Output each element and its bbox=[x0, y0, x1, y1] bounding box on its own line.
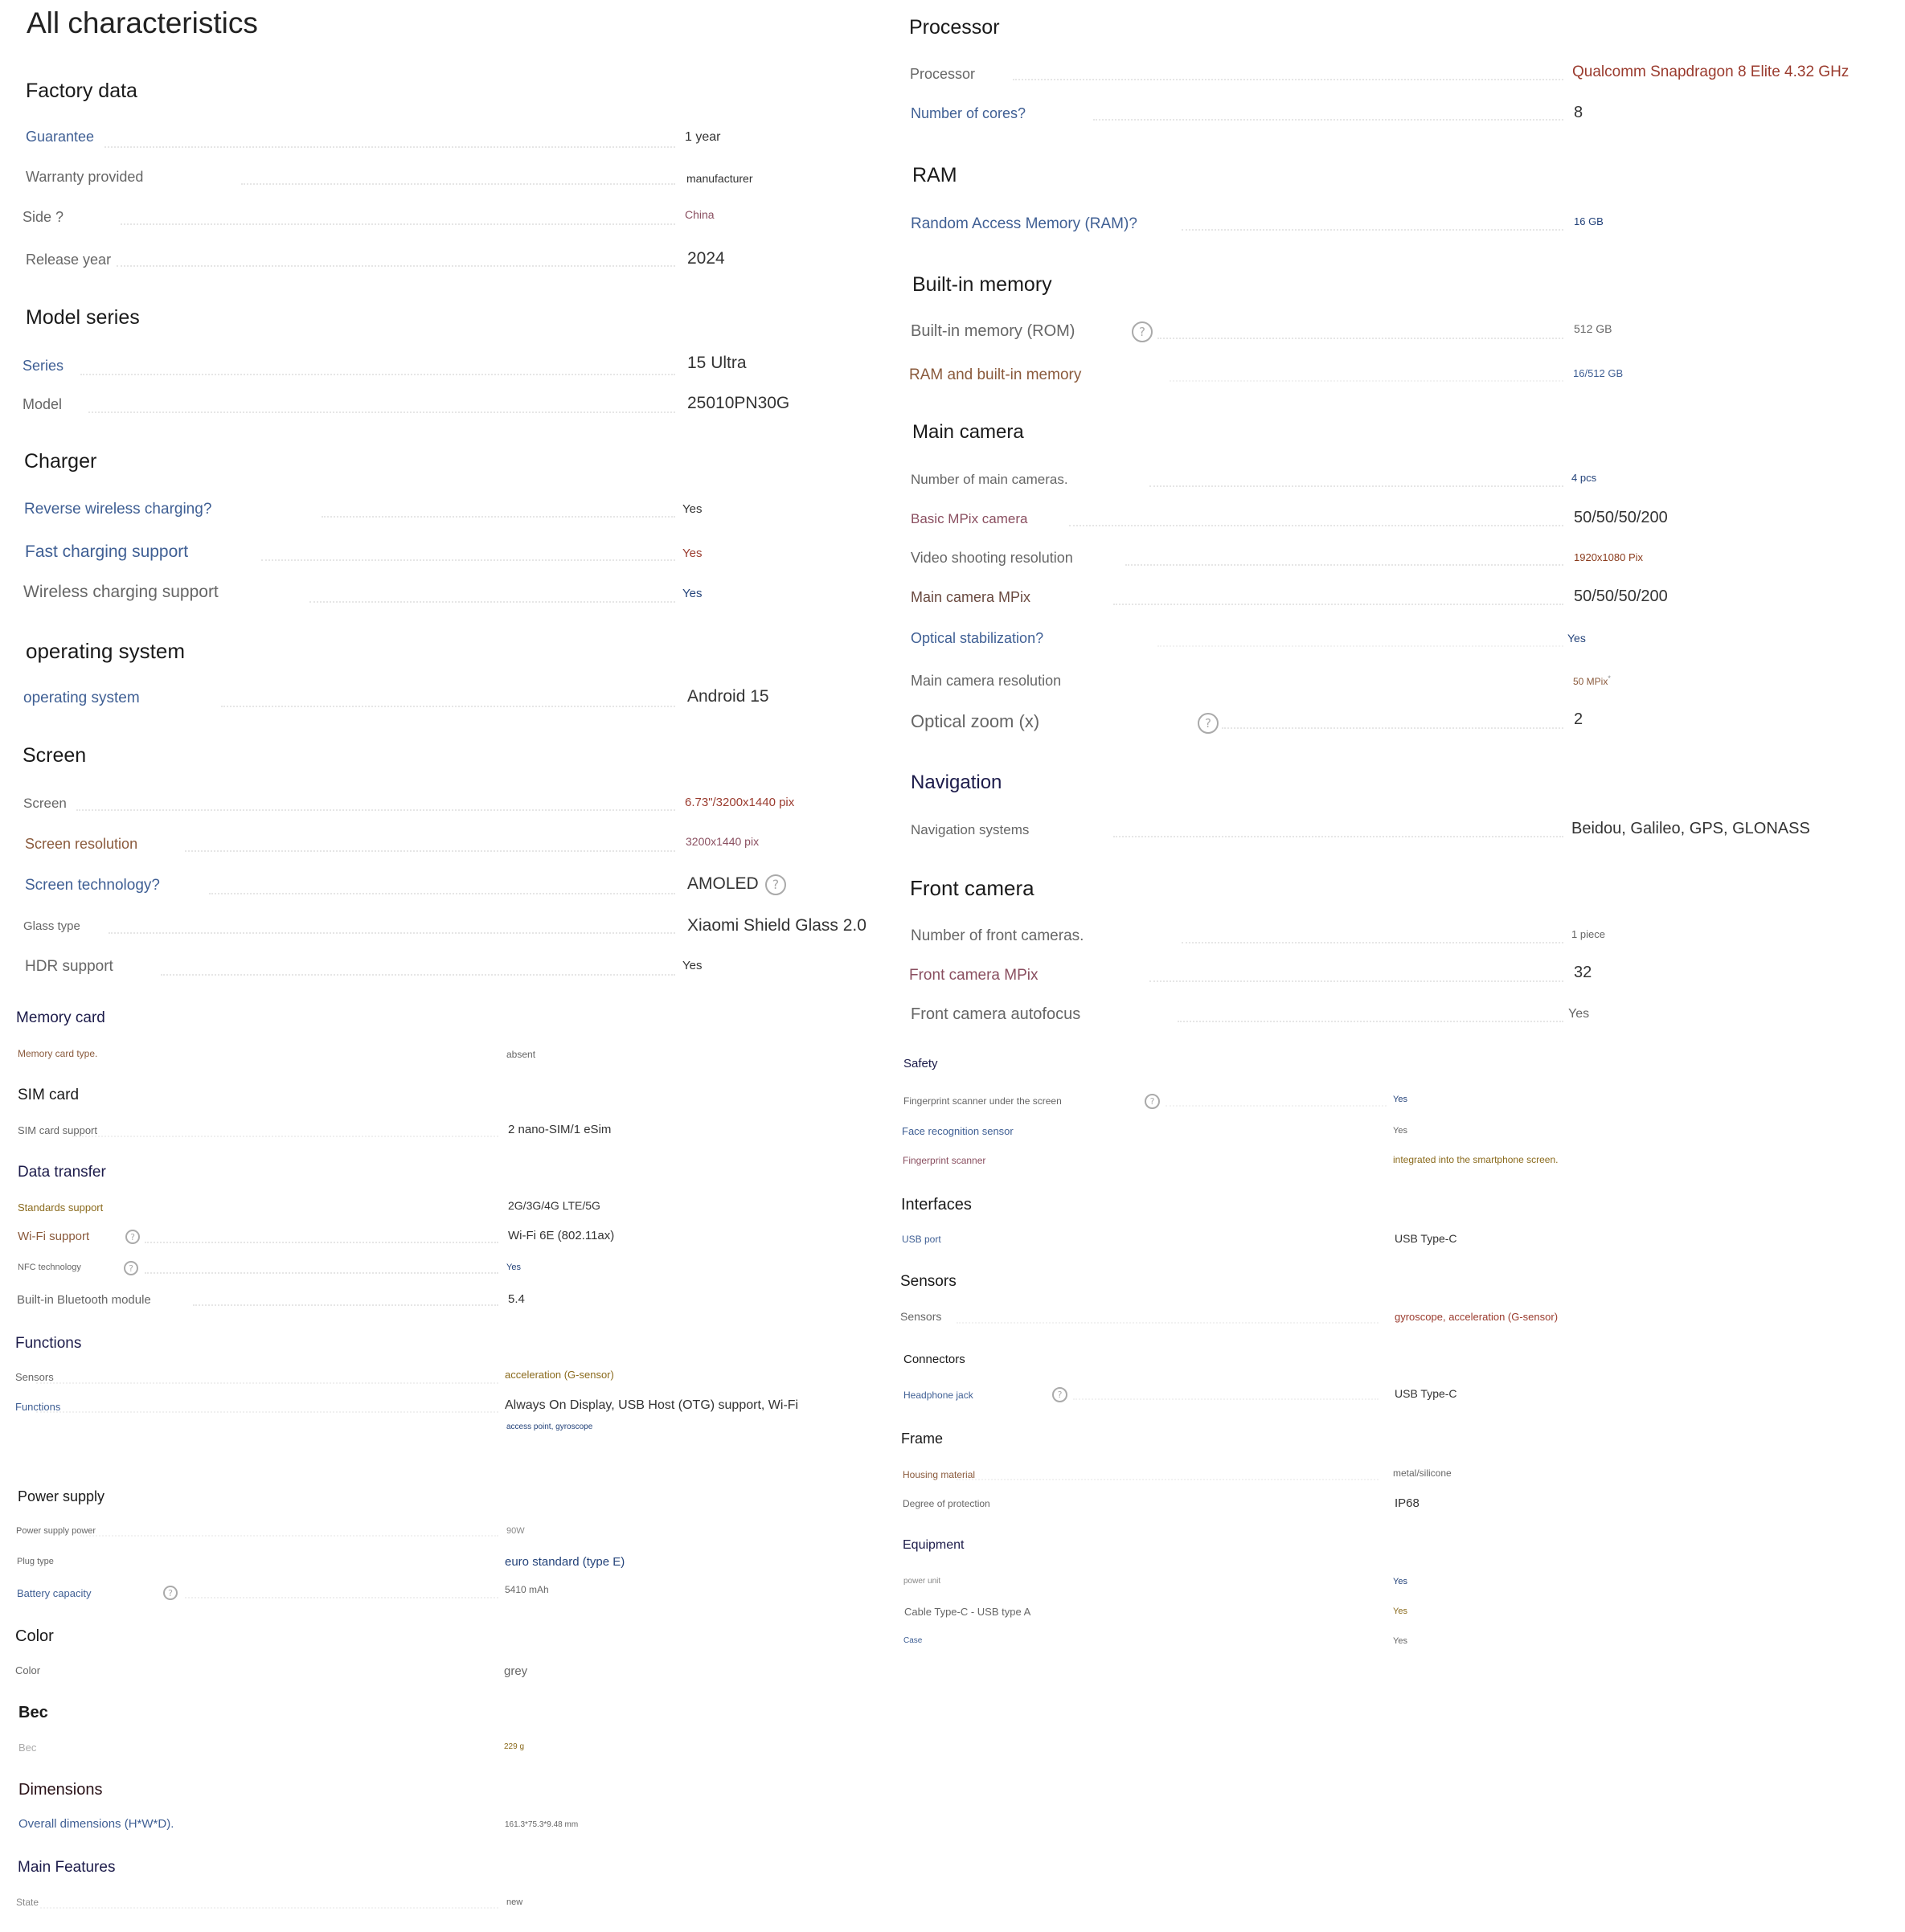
section-heading-main-features: Main Features bbox=[18, 1859, 116, 1876]
section-heading-color: Color bbox=[15, 1627, 54, 1645]
section-heading-sensors: Sensors bbox=[900, 1273, 957, 1290]
spec-label: RAM and built-in memory bbox=[909, 366, 1082, 383]
section-heading-connectors: Connectors bbox=[903, 1353, 965, 1366]
spec-label: Sensors bbox=[900, 1310, 942, 1323]
spec-label: Housing material bbox=[903, 1469, 976, 1480]
section-heading-power-supply: Power supply bbox=[18, 1488, 105, 1504]
spec-label[interactable]: operating system bbox=[23, 690, 140, 706]
section-heading-screen: Screen bbox=[23, 744, 87, 767]
spec-value: China bbox=[685, 208, 715, 221]
section-heading-interfaces: Interfaces bbox=[901, 1196, 972, 1214]
spec-value: Yes bbox=[1393, 1577, 1407, 1586]
spec-label: Model bbox=[23, 396, 63, 412]
section-heading-frame: Frame bbox=[901, 1431, 944, 1447]
leader-line bbox=[241, 183, 675, 185]
spec-value: 32 bbox=[1574, 964, 1592, 981]
leader-line bbox=[261, 559, 675, 561]
leader-line bbox=[80, 1535, 498, 1537]
spec-value: 1 piece bbox=[1571, 928, 1605, 940]
spec-label: Main camera resolution bbox=[911, 673, 1062, 689]
spec-label: Cable Type-C - USB type A bbox=[904, 1606, 1031, 1618]
section-heading-factory-data: Factory data bbox=[26, 80, 137, 102]
spec-label: USB port bbox=[902, 1234, 941, 1245]
help-icon[interactable]: ? bbox=[1198, 713, 1219, 734]
leader-line bbox=[72, 1136, 498, 1137]
spec-label[interactable]: Series bbox=[23, 358, 64, 374]
spec-label[interactable]: Number of cores? bbox=[911, 105, 1026, 121]
spec-value: 15 Ultra bbox=[687, 354, 747, 372]
leader-line bbox=[1170, 380, 1563, 382]
spec-value: Yes bbox=[1567, 632, 1586, 645]
section-heading-operating-system: operating system bbox=[26, 639, 185, 663]
help-icon[interactable]: ? bbox=[1052, 1387, 1067, 1402]
spec-label[interactable]: Screen technology? bbox=[25, 877, 160, 894]
section-heading-functions: Functions bbox=[15, 1335, 82, 1352]
leader-line bbox=[161, 974, 675, 976]
leader-line bbox=[88, 411, 675, 413]
spec-label[interactable]: Guarantee bbox=[26, 129, 95, 145]
spec-value: Wi-Fi 6E (802.11ax) bbox=[508, 1229, 615, 1242]
leader-line bbox=[40, 1907, 498, 1909]
leader-line bbox=[121, 223, 675, 225]
spec-value: USB Type-C bbox=[1395, 1387, 1457, 1400]
leader-line bbox=[185, 850, 675, 852]
spec-value: 50/50/50/200 bbox=[1574, 509, 1668, 526]
leader-line bbox=[1166, 1105, 1387, 1107]
spec-value: Yes bbox=[1393, 1636, 1407, 1646]
spec-label: Wireless charging support bbox=[23, 583, 219, 601]
spec-label: Overall dimensions (H*W*D). bbox=[18, 1817, 174, 1831]
spec-value: 4 pcs bbox=[1571, 472, 1597, 484]
spec-value: AMOLED bbox=[687, 874, 759, 893]
spec-value: 90W bbox=[506, 1526, 525, 1536]
spec-value: 2G/3G/4G LTE/5G bbox=[508, 1199, 600, 1212]
leader-line bbox=[1157, 645, 1563, 647]
section-heading-memory-card: Memory card bbox=[16, 1009, 105, 1026]
spec-label: Screen resolution bbox=[25, 836, 138, 852]
spec-value: Yes bbox=[682, 546, 703, 560]
spec-value: 2 bbox=[1574, 710, 1583, 728]
leader-line bbox=[1182, 229, 1563, 231]
spec-label: Processor bbox=[910, 66, 976, 82]
spec-value: Yes bbox=[682, 502, 703, 516]
spec-label: Side ? bbox=[23, 209, 64, 225]
spec-label: Standards support bbox=[18, 1201, 104, 1214]
spec-label: Built-in Bluetooth module bbox=[17, 1293, 151, 1307]
spec-value: absent bbox=[506, 1049, 536, 1060]
leader-line bbox=[117, 265, 675, 267]
leader-line bbox=[1149, 980, 1563, 982]
leader-line bbox=[145, 1242, 498, 1243]
leader-line bbox=[1149, 485, 1563, 487]
spec-label: power unit bbox=[903, 1577, 941, 1586]
section-heading-charger: Charger bbox=[24, 450, 97, 473]
spec-value: 3200x1440 pix bbox=[686, 835, 760, 848]
spec-label: Main camera MPix bbox=[911, 589, 1031, 605]
spec-label: Fingerprint scanner bbox=[903, 1155, 986, 1166]
help-icon[interactable]: ? bbox=[765, 874, 786, 895]
leader-line bbox=[185, 1597, 498, 1598]
spec-value: Yes bbox=[1393, 1126, 1407, 1136]
spec-label[interactable]: Face recognition sensor bbox=[902, 1125, 1014, 1137]
spec-label: Plug type bbox=[17, 1557, 54, 1566]
spec-label: Case bbox=[903, 1636, 923, 1645]
spec-value: manufacturer bbox=[686, 172, 753, 185]
spec-label: Screen bbox=[23, 796, 67, 811]
spec-value: 16/512 GB bbox=[1573, 367, 1624, 379]
spec-label: Warranty provided bbox=[26, 169, 144, 185]
leader-line bbox=[104, 146, 675, 148]
spec-value: 25010PN30G bbox=[687, 394, 790, 412]
help-icon[interactable]: ? bbox=[125, 1230, 140, 1244]
spec-label: Front camera autofocus bbox=[911, 1005, 1081, 1023]
leader-line bbox=[1178, 1021, 1563, 1022]
leader-line bbox=[1125, 564, 1563, 566]
spec-label: Front camera MPix bbox=[909, 967, 1039, 984]
spec-value: Yes bbox=[682, 587, 703, 600]
spec-label[interactable]: Fast charging support bbox=[25, 542, 189, 561]
leader-line bbox=[145, 1272, 498, 1274]
spec-value: 161.3*75.3*9.48 mm bbox=[505, 1820, 579, 1829]
section-heading-built-in-memory: Built-in memory bbox=[912, 273, 1052, 296]
spec-value: Yes bbox=[1393, 1607, 1407, 1616]
spec-label: Number of front cameras. bbox=[911, 927, 1084, 944]
leader-line bbox=[109, 932, 675, 934]
section-heading-dimensions: Dimensions bbox=[18, 1781, 103, 1799]
leader-line bbox=[322, 516, 675, 518]
leader-line bbox=[1073, 1398, 1379, 1400]
spec-value-text: 50 MPix bbox=[1573, 676, 1608, 687]
section-heading-sim-card: SIM card bbox=[18, 1087, 80, 1103]
section-heading-main-camera: Main camera bbox=[912, 421, 1024, 443]
leader-line bbox=[1113, 836, 1563, 837]
spec-value: gyroscope, acceleration (G-sensor) bbox=[1395, 1311, 1559, 1323]
spec-label: Fingerprint scanner under the screen bbox=[903, 1095, 1062, 1107]
leader-line bbox=[309, 601, 675, 603]
spec-value bbox=[1573, 674, 1611, 687]
section-heading-ram: RAM bbox=[912, 164, 957, 186]
spec-value: euro standard (type E) bbox=[505, 1555, 625, 1569]
help-icon[interactable]: ? bbox=[1145, 1094, 1160, 1109]
spec-label: Color bbox=[15, 1664, 41, 1676]
spec-value: Yes bbox=[506, 1263, 521, 1272]
leader-line bbox=[1093, 119, 1563, 121]
leader-line bbox=[193, 1304, 498, 1306]
leader-line bbox=[957, 1322, 1379, 1324]
spec-value: 2 nano-SIM/1 eSim bbox=[508, 1123, 612, 1136]
leader-line bbox=[36, 1411, 498, 1413]
spec-label: Built-in memory (ROM) bbox=[911, 322, 1075, 340]
spec-label: Number of main cameras. bbox=[911, 472, 1068, 487]
leader-line bbox=[957, 1479, 1379, 1480]
section-heading-weight: Bec bbox=[18, 1704, 48, 1721]
spec-value: acceleration (G-sensor) bbox=[505, 1369, 614, 1381]
spec-value: Beidou, Galileo, GPS, GLONASS bbox=[1571, 820, 1810, 837]
spec-label: Glass type bbox=[23, 919, 80, 933]
spec-value: grey bbox=[504, 1664, 528, 1678]
spec-value: 16 GB bbox=[1574, 215, 1604, 227]
spec-value: USB Type-C bbox=[1395, 1232, 1457, 1245]
leader-line bbox=[1069, 525, 1563, 526]
leader-line bbox=[36, 1382, 498, 1384]
leader-line bbox=[80, 374, 675, 375]
spec-value: 50/50/50/200 bbox=[1574, 587, 1668, 605]
spec-label[interactable]: Reverse wireless charging? bbox=[24, 501, 212, 518]
spec-label: Degree of protection bbox=[903, 1498, 990, 1509]
leader-line bbox=[1182, 942, 1563, 943]
spec-label: SIM card support bbox=[18, 1124, 97, 1136]
spec-value: IP68 bbox=[1395, 1496, 1420, 1510]
spec-label: Memory card type. bbox=[18, 1048, 98, 1059]
spec-value: Always On Display, USB Host (OTG) support, Wi-Fi bbox=[505, 1398, 799, 1412]
section-heading-equipment: Equipment bbox=[903, 1538, 965, 1552]
spec-label: Power supply power bbox=[16, 1526, 96, 1536]
section-heading-data-transfer: Data transfer bbox=[18, 1164, 106, 1181]
spec-label: Video shooting resolution bbox=[911, 550, 1073, 566]
spec-value: metal/silicone bbox=[1393, 1467, 1452, 1479]
spec-label: Sensors bbox=[15, 1371, 54, 1383]
spec-value: integrated into the smartphone screen. bbox=[1393, 1154, 1559, 1165]
spec-label: Battery capacity bbox=[17, 1587, 92, 1599]
section-heading-navigation: Navigation bbox=[911, 772, 1002, 793]
spec-label: Basic MPix camera bbox=[911, 511, 1028, 526]
leader-line bbox=[1013, 79, 1563, 80]
spec-value: Xiaomi Shield Glass 2.0 bbox=[687, 916, 866, 935]
spec-label: NFC technology bbox=[18, 1263, 81, 1272]
section-heading-model-series: Model series bbox=[26, 306, 140, 329]
spec-label: Headphone jack bbox=[903, 1390, 973, 1401]
spec-label: Wi-Fi support bbox=[18, 1230, 90, 1243]
spec-value: 512 GB bbox=[1574, 322, 1612, 335]
spec-value: 6.73"/3200x1440 pix bbox=[685, 796, 795, 809]
leader-line bbox=[1157, 338, 1563, 339]
spec-value: 229 g bbox=[504, 1742, 525, 1751]
spec-value: new bbox=[506, 1897, 523, 1907]
section-heading-front-camera: Front camera bbox=[910, 876, 1034, 900]
spec-label: State bbox=[16, 1897, 39, 1908]
section-heading-processor: Processor bbox=[909, 16, 1000, 39]
spec-label: Bec bbox=[18, 1742, 37, 1754]
help-icon[interactable]: ? bbox=[1132, 321, 1153, 342]
spec-label: Navigation systems bbox=[911, 822, 1030, 837]
help-icon[interactable]: ? bbox=[124, 1261, 138, 1275]
help-icon[interactable]: ? bbox=[163, 1586, 178, 1600]
spec-label[interactable]: Functions bbox=[15, 1401, 61, 1413]
leader-line bbox=[221, 706, 675, 707]
spec-value: 8 bbox=[1574, 104, 1583, 121]
spec-label: HDR support bbox=[25, 958, 113, 975]
spec-label[interactable]: Optical stabilization? bbox=[911, 630, 1044, 646]
spec-value: 1 year bbox=[685, 130, 721, 144]
page-title: All characteristics bbox=[27, 6, 258, 39]
leader-line bbox=[1222, 727, 1563, 729]
spec-value: Android 15 bbox=[687, 687, 769, 706]
spec-value: Yes bbox=[1393, 1095, 1407, 1104]
spec-value: Yes bbox=[682, 959, 703, 972]
spec-value: 5410 mAh bbox=[505, 1584, 549, 1595]
leader-line bbox=[76, 809, 675, 811]
footnote-marker: * bbox=[1608, 674, 1611, 682]
leader-line bbox=[1113, 604, 1563, 605]
spec-value: Yes bbox=[1568, 1007, 1590, 1021]
spec-value: 2024 bbox=[687, 249, 725, 268]
section-heading-safety: Safety bbox=[903, 1057, 938, 1070]
spec-label: Optical zoom (x) bbox=[911, 711, 1040, 731]
spec-value: Qualcomm Snapdragon 8 Elite 4.32 GHz bbox=[1572, 63, 1850, 80]
spec-label[interactable]: Random Access Memory (RAM)? bbox=[911, 215, 1137, 232]
spec-label: Release year bbox=[26, 252, 112, 268]
spec-value: 5.4 bbox=[508, 1292, 525, 1306]
spec-value: 1920x1080 Pix bbox=[1574, 551, 1644, 563]
spec-value-continued: access point, gyroscope bbox=[506, 1422, 593, 1431]
leader-line bbox=[209, 893, 675, 894]
